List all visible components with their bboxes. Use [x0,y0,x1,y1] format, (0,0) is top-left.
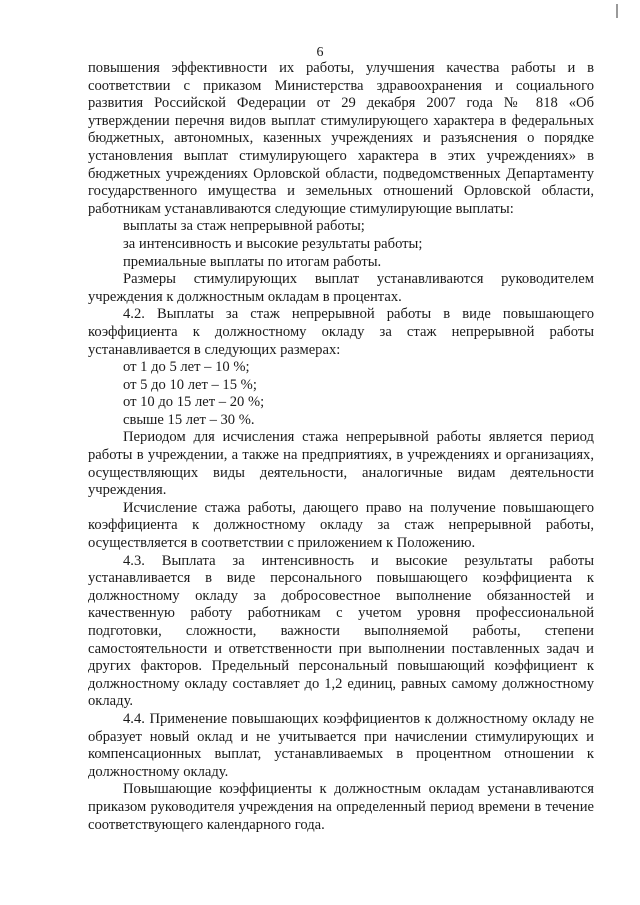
paragraph: повышения эффективности их работы, улучшения качества работы и в соответствии с приказом Министерства здравоохранения и социального развития Российской Федерации от 29 декабря 2007 года № 818 «Об утверждении перечня видов выплат стимулирующего характера в федеральных бюджетных, автономных, казенных учреждениях и разъяснения о порядке установления выплат стимулирующего характера в этих учреждениях» в бюджетных учреждениях Орловской области, подведомственных Департаменту государственного имущества и земельных отношений Орловской области, работникам устанавливаются следующие стимулирующие выплаты: [88,60,594,217]
paragraph: 4.3. Выплата за интенсивность и высокие результаты работы устанавливается в виде персонального повышающего коэффициента к должностному окладу за добросовестное выполнение обязанностей и качественную работу работникам с учетом уровня профессиональной подготовки, сложности, важности выполняемой работы, степени самостоятельности и ответственности при выполнении поставленных задач и других факторов. Предельный персональный повышающий коэффициент к должностному окладу составляет до 1,2 единиц, равных самому должностному окладу. [88,552,594,710]
list-item: за интенсивность и высокие результаты работы; [123,235,423,252]
document-body [88,60,594,834]
list-item: свыше 15 лет – 30 %. [123,411,255,428]
list-item: от 5 до 10 лет – 15 %; [123,376,257,393]
paragraph: Исчисление стажа работы, дающего право на получение повышающего коэффициента к должностному окладу за стаж непрерывной работы, осуществляется в соответствии с приложением к Положению. [88,499,594,552]
paragraph: 4.2. Выплаты за стаж непрерывной работы в виде повышающего коэффициента к должностному окладу за стаж непрерывной работы устанавливается в следующих размерах: [88,306,594,358]
page-number: 6 [316,45,324,60]
list-item: от 1 до 5 лет – 10 %; [123,359,250,376]
paragraph: 4.4. Применение повышающих коэффициентов к должностному окладу не образует новый оклад и не учитывается при начислении стимулирующих и компенсационных выплат, устанавливаемых в процентном отношении к должностному окладу. [88,710,594,780]
list-item: от 10 до 15 лет – 20 %; [123,394,265,411]
scan-artifact-mark [616,4,618,18]
list-item: выплаты за стаж непрерывной работы; [123,218,365,235]
paragraph: Размеры стимулирующих выплат устанавливаются руководителем учреждения к должностным окладам в процентах. [88,271,594,305]
paragraph: Периодом для исчисления стажа непрерывной работы является период работы в учреждении, а также на предприятиях, в учреждениях и организациях, осуществляющих виды деятельности, аналогичные видам деятельности учреждения. [88,429,594,499]
paragraph: Повышающие коэффициенты к должностным окладам устанавливаются приказом руководителя учреждения на определенный период времени в течение соответствующего календарного года. [88,781,594,833]
list-item: премиальные выплаты по итогам работы. [123,253,382,270]
